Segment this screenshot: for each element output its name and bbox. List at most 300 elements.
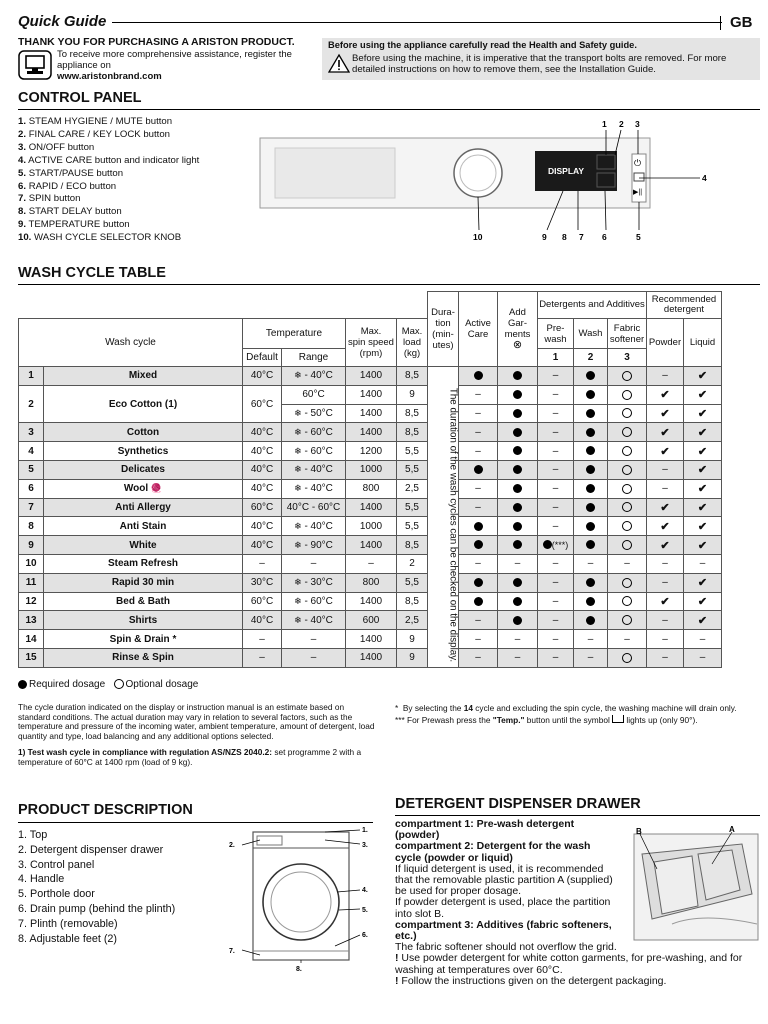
required-dosage-icon bbox=[474, 465, 483, 474]
table-row bbox=[19, 536, 722, 555]
powder bbox=[647, 404, 684, 423]
powder: – bbox=[647, 367, 684, 386]
wash bbox=[574, 460, 608, 479]
temp-range: ❄ - 60°C bbox=[282, 423, 346, 442]
cycle-name: Eco Cotton (1) bbox=[44, 385, 243, 423]
wash bbox=[574, 592, 608, 611]
drawer-label-b: B bbox=[636, 827, 642, 836]
checkmark-icon: ✔ bbox=[660, 539, 670, 552]
temp-range: ❄ - 40°C bbox=[282, 460, 346, 479]
control-panel-diagram bbox=[255, 118, 760, 248]
callout-9: 9 bbox=[542, 232, 547, 242]
optional-dosage-icon bbox=[622, 465, 632, 475]
machine-callout-6: 6. bbox=[362, 932, 368, 939]
wash: – bbox=[574, 648, 608, 667]
cycle-name: Shirts bbox=[44, 611, 243, 630]
default-temp: – bbox=[243, 554, 282, 573]
product-item: 6. Drain pump (behind the plinth) bbox=[18, 902, 176, 915]
th-default: Default bbox=[243, 349, 282, 367]
header-divider-tick bbox=[720, 16, 721, 30]
control-panel-list bbox=[18, 116, 199, 245]
max-spin: 1400 bbox=[346, 423, 397, 442]
th-compartment-1: 1 bbox=[538, 349, 574, 367]
softener bbox=[608, 536, 647, 555]
wash-table-title: WASH CYCLE TABLE bbox=[18, 265, 166, 281]
add-garments bbox=[498, 404, 538, 423]
th-liquid: Liquid bbox=[684, 319, 722, 367]
product-title: PRODUCT DESCRIPTION bbox=[18, 802, 193, 818]
wash bbox=[574, 404, 608, 423]
required-dosage-icon bbox=[513, 390, 522, 399]
th-detergents-additives: Detergents and Additives bbox=[538, 292, 647, 319]
max-load: 2,5 bbox=[397, 611, 428, 630]
required-dosage-icon bbox=[586, 597, 595, 606]
cycle-number: 4 bbox=[19, 442, 44, 461]
prewash: – bbox=[538, 592, 574, 611]
temp-range: ❄ - 90°C bbox=[282, 536, 346, 555]
table-row bbox=[19, 592, 722, 611]
th-max-load: Max. load (kg) bbox=[397, 319, 428, 367]
th-duration: Dura- tion (min- utes) bbox=[428, 292, 459, 367]
machine-callout-3: 3. bbox=[362, 842, 368, 849]
optional-dosage-icon bbox=[622, 502, 632, 512]
product-item: 8. Adjustable feet (2) bbox=[18, 932, 118, 945]
checkmark-icon: ✔ bbox=[660, 426, 670, 439]
default-temp: 40°C bbox=[243, 367, 282, 386]
max-spin: 800 bbox=[346, 479, 397, 498]
prewash: – bbox=[538, 404, 574, 423]
max-load: 8,5 bbox=[397, 423, 428, 442]
softener bbox=[608, 460, 647, 479]
prewash: – bbox=[538, 517, 574, 536]
cycle-number: 15 bbox=[19, 648, 44, 667]
max-load: 9 bbox=[397, 648, 428, 667]
powder: – bbox=[647, 573, 684, 592]
cycle-name: Synthetics bbox=[44, 442, 243, 461]
add-garments: – bbox=[498, 554, 538, 573]
drawer-label-a: A bbox=[729, 825, 735, 834]
wash bbox=[574, 517, 608, 536]
wash: – bbox=[574, 554, 608, 573]
cold-wash-icon: ❄ bbox=[294, 577, 302, 588]
max-spin: 1000 bbox=[346, 517, 397, 536]
checkmark-icon: ✔ bbox=[697, 539, 708, 552]
softener bbox=[608, 442, 647, 461]
detergent-drawer-diagram bbox=[632, 824, 762, 942]
register-text bbox=[57, 49, 307, 82]
table-row bbox=[19, 517, 722, 536]
required-dosage-icon bbox=[586, 522, 595, 531]
cp-item-9: 9. TEMPERATURE button bbox=[18, 219, 130, 231]
max-load: 5,5 bbox=[397, 442, 428, 461]
cold-wash-icon: ❄ bbox=[294, 520, 302, 531]
test-note: 1) Test wash cycle in compliance with regulation AS/NZS 2040.2: set programme 2 with a temperature of 60°C at 1400 rpm (load of 9 kg). bbox=[18, 747, 362, 767]
cycle-name: Anti Stain bbox=[44, 517, 243, 536]
active-care: – bbox=[459, 479, 498, 498]
table-row bbox=[19, 611, 722, 630]
default-temp: 40°C bbox=[243, 460, 282, 479]
optional-dosage-icon bbox=[622, 408, 632, 418]
footnotes bbox=[395, 703, 765, 727]
max-spin: 1400 bbox=[346, 404, 397, 423]
prewash: – bbox=[538, 573, 574, 592]
wash bbox=[574, 536, 608, 555]
add-garments bbox=[498, 423, 538, 442]
required-dosage-icon bbox=[513, 484, 522, 493]
warning-exclaim-icon: ! bbox=[395, 974, 399, 987]
prewash: – bbox=[538, 442, 574, 461]
max-load: 9 bbox=[397, 630, 428, 649]
prewash: – bbox=[538, 611, 574, 630]
default-temp: 60°C bbox=[243, 498, 282, 517]
temp-range: – bbox=[282, 630, 346, 649]
th-range: Range bbox=[282, 349, 346, 367]
liquid bbox=[684, 367, 722, 386]
optional-dosage-icon bbox=[622, 390, 632, 400]
liquid bbox=[684, 385, 722, 404]
checkmark-icon: ✔ bbox=[697, 445, 708, 458]
liquid bbox=[684, 404, 722, 423]
callout-4: 4 bbox=[702, 173, 707, 183]
language-code: GB bbox=[730, 14, 753, 31]
liquid bbox=[684, 498, 722, 517]
max-load: 8,5 bbox=[397, 536, 428, 555]
optional-dosage-icon bbox=[622, 446, 632, 456]
table-row bbox=[19, 385, 722, 404]
checkmark-icon: ✔ bbox=[697, 595, 708, 608]
checkmark-icon: ✔ bbox=[697, 389, 708, 402]
machine-callout-4: 4. bbox=[362, 887, 368, 894]
optional-dosage-icon bbox=[622, 371, 632, 381]
required-dosage-icon bbox=[18, 680, 27, 689]
temp-range: ❄ - 30°C bbox=[282, 573, 346, 592]
prewash-symbol-icon bbox=[612, 715, 624, 723]
callout-1: 1 bbox=[602, 119, 607, 129]
liquid: – bbox=[684, 554, 722, 573]
powder: – bbox=[647, 479, 684, 498]
cycle-number: 3 bbox=[19, 423, 44, 442]
product-item: 1. Top bbox=[18, 829, 48, 841]
softener bbox=[608, 592, 647, 611]
powder bbox=[647, 442, 684, 461]
cycle-name: Rinse & Spin bbox=[44, 648, 243, 667]
optional-dosage-icon bbox=[114, 679, 124, 689]
active-care: – bbox=[459, 630, 498, 649]
active-care: – bbox=[459, 554, 498, 573]
safety-title: Before using the appliance carefully read the Health and Safety guide. bbox=[328, 40, 637, 50]
callout-5: 5 bbox=[636, 232, 641, 242]
softener bbox=[608, 367, 647, 386]
powder: – bbox=[647, 611, 684, 630]
temp-range: ❄ - 40°C bbox=[282, 367, 346, 386]
softener bbox=[608, 573, 647, 592]
wash bbox=[574, 611, 608, 630]
optional-dosage-icon bbox=[622, 521, 632, 531]
cycle-name: Wool 🧶 bbox=[44, 479, 243, 498]
safety-text: Before using the machine, it is imperative that the transport bolts are removed. For more detailed instructions on how to remove them, see the Installation Guide. bbox=[352, 53, 727, 75]
required-dosage-icon bbox=[586, 540, 595, 549]
powder bbox=[647, 498, 684, 517]
liquid: – bbox=[684, 630, 722, 649]
washing-machine-diagram bbox=[225, 820, 375, 975]
wash bbox=[574, 498, 608, 517]
checkmark-icon: ✔ bbox=[697, 520, 708, 533]
max-load: 9 bbox=[397, 385, 428, 404]
optional-dosage-icon bbox=[622, 578, 632, 588]
required-dosage-icon bbox=[586, 446, 595, 455]
cycle-name: Spin & Drain * bbox=[44, 630, 243, 649]
callout-10: 10 bbox=[473, 232, 483, 242]
cycle-number: 14 bbox=[19, 630, 44, 649]
powder bbox=[647, 536, 684, 555]
optional-dosage-icon bbox=[622, 653, 632, 663]
required-dosage-icon bbox=[586, 578, 595, 587]
th-add-garments: Add Gar- ments ⊗ bbox=[498, 292, 538, 367]
cold-wash-icon: ❄ bbox=[294, 464, 302, 475]
softener bbox=[608, 517, 647, 536]
add-garments bbox=[498, 517, 538, 536]
add-garments bbox=[498, 385, 538, 404]
cold-wash-icon: ❄ bbox=[294, 614, 302, 625]
max-load: 5,5 bbox=[397, 460, 428, 479]
required-dosage-icon bbox=[586, 465, 595, 474]
cycle-name: White bbox=[44, 536, 243, 555]
optional-dosage-icon bbox=[622, 615, 632, 625]
softener bbox=[608, 648, 647, 667]
liquid bbox=[684, 442, 722, 461]
required-dosage-icon bbox=[474, 371, 483, 380]
cp-item-10: 10. WASH CYCLE SELECTOR KNOB bbox=[18, 232, 182, 244]
powder bbox=[647, 385, 684, 404]
cold-wash-icon: ❄ bbox=[294, 370, 302, 381]
add-garments bbox=[498, 498, 538, 517]
checkmark-icon: ✔ bbox=[697, 370, 708, 383]
max-spin: 1400 bbox=[346, 385, 397, 404]
temp-range: 40°C - 60°C bbox=[282, 498, 346, 517]
product-item: 7. Plinth (removable) bbox=[18, 917, 118, 930]
table-row bbox=[19, 554, 722, 573]
powder bbox=[647, 592, 684, 611]
required-dosage-icon bbox=[513, 371, 522, 380]
machine-callout-2: 2. bbox=[229, 842, 235, 849]
required-dosage-icon bbox=[513, 465, 522, 474]
computer-icon bbox=[18, 50, 52, 80]
optional-dosage-icon bbox=[622, 427, 632, 437]
cp-item-2: 2. FINAL CARE / KEY LOCK button bbox=[18, 128, 170, 140]
footnote-star: * By selecting the 14 cycle and excluding the spin cycle, the washing machine will drain only. bbox=[395, 703, 737, 713]
add-garments bbox=[498, 573, 538, 592]
active-care: – bbox=[459, 442, 498, 461]
required-dosage-icon bbox=[586, 503, 595, 512]
powder: – bbox=[647, 554, 684, 573]
wash bbox=[574, 573, 608, 592]
max-spin: 1400 bbox=[346, 592, 397, 611]
powder: – bbox=[647, 460, 684, 479]
required-dosage-icon bbox=[513, 597, 522, 606]
prewash: – bbox=[538, 460, 574, 479]
checkmark-icon: ✔ bbox=[660, 520, 670, 533]
cp-item-1: 1. STEAM HYGIENE / MUTE button bbox=[18, 116, 173, 127]
required-dosage-icon bbox=[513, 409, 522, 418]
liquid: – bbox=[684, 648, 722, 667]
wash bbox=[574, 423, 608, 442]
prewash: (***) bbox=[538, 536, 574, 555]
required-dosage-icon bbox=[474, 540, 483, 549]
cycle-number: 2 bbox=[19, 385, 44, 423]
cold-wash-icon: ❄ bbox=[294, 483, 302, 494]
wash bbox=[574, 442, 608, 461]
add-garments: – bbox=[498, 648, 538, 667]
max-load: 8,5 bbox=[397, 404, 428, 423]
temp-range: ❄ - 40°C bbox=[282, 611, 346, 630]
required-dosage-icon bbox=[513, 522, 522, 531]
drawer-text: compartment 1: Pre-wash detergent (powder) compartment 2: Detergent for the wash cycle (powder or liquid) If liquid detergent is used, it is recommended that the removable plastic partition A (supplied) be used for proper dosage. If powder detergent is used, place the partition into slot B. compartment 3: Additives (fabric softeners, etc.) The fabric softener should not overflow the grid. ! Use powder detergent for white cotton garments, for pre-washing, and for washing at temperatures over 60°C. ! Follow the instructions given on the detergent packaging. bbox=[395, 818, 743, 987]
cycle-name: Mixed bbox=[44, 367, 243, 386]
required-dosage-icon bbox=[586, 371, 595, 380]
wool-icon: 🧶 bbox=[150, 483, 163, 494]
max-load: 5,5 bbox=[397, 517, 428, 536]
checkmark-icon: ✔ bbox=[697, 407, 708, 420]
cp-item-7: 7. SPIN button bbox=[18, 193, 81, 205]
max-load: 8,5 bbox=[397, 592, 428, 611]
softener bbox=[608, 479, 647, 498]
dosage-legend: Required dosage Optional dosage bbox=[18, 679, 198, 690]
th-wash-cycle: Wash cycle bbox=[19, 319, 243, 367]
th-powder: Powder bbox=[647, 319, 684, 367]
checkmark-icon: ✔ bbox=[660, 445, 670, 458]
cycle-number: 5 bbox=[19, 460, 44, 479]
prewash: – bbox=[538, 498, 574, 517]
default-temp: 60°C bbox=[243, 385, 282, 423]
cp-item-4: 4. ACTIVE CARE button and indicator light bbox=[18, 154, 200, 166]
active-care: – bbox=[459, 648, 498, 667]
default-temp: 40°C bbox=[243, 611, 282, 630]
prewash: – bbox=[538, 423, 574, 442]
softener bbox=[608, 404, 647, 423]
max-load: 2 bbox=[397, 554, 428, 573]
default-temp: 30°C bbox=[243, 573, 282, 592]
required-dosage-icon bbox=[586, 616, 595, 625]
required-dosage-icon bbox=[474, 522, 483, 531]
duration-note: The cycle duration indicated on the display or instruction manual is an estimate based on standard conditions. The actual duration may vary in relation to several factors, such as the temperature and pressure of the incoming water, ambient temperature, amount of detergent, load quantity and type, load balancing and any additional options selected. bbox=[18, 702, 375, 741]
th-recommended: Recommended detergent bbox=[647, 292, 722, 319]
register-line-1: To receive more comprehensive assistance, register the bbox=[57, 49, 292, 60]
add-garments bbox=[498, 367, 538, 386]
th-compartment-2: 2 bbox=[574, 349, 608, 367]
default-temp: 40°C bbox=[243, 536, 282, 555]
softener bbox=[608, 498, 647, 517]
warning-triangle-icon bbox=[328, 53, 350, 73]
softener: – bbox=[608, 554, 647, 573]
cold-wash-icon: ❄ bbox=[294, 426, 302, 437]
max-load: 2,5 bbox=[397, 479, 428, 498]
cycle-number: 9 bbox=[19, 536, 44, 555]
svg-text:⏻: ⏻ bbox=[634, 158, 642, 168]
active-care: – bbox=[459, 498, 498, 517]
liquid bbox=[684, 460, 722, 479]
softener bbox=[608, 423, 647, 442]
max-spin: 1400 bbox=[346, 630, 397, 649]
page-title: Quick Guide bbox=[18, 13, 107, 30]
header-divider bbox=[112, 22, 722, 23]
wash bbox=[574, 479, 608, 498]
required-dosage-icon bbox=[474, 578, 483, 587]
temp-range: – bbox=[282, 554, 346, 573]
prewash: – bbox=[538, 367, 574, 386]
temp-range: 60°C bbox=[282, 385, 346, 404]
required-dosage-icon bbox=[586, 484, 595, 493]
max-spin: 1000 bbox=[346, 460, 397, 479]
wash-table-underline bbox=[18, 284, 760, 285]
th-active-care: Active Care bbox=[459, 292, 498, 367]
wash bbox=[574, 385, 608, 404]
table-row bbox=[19, 648, 722, 667]
checkmark-icon: ✔ bbox=[660, 407, 670, 420]
checkmark-icon: ✔ bbox=[660, 501, 670, 514]
active-care: – bbox=[459, 423, 498, 442]
machine-callout-8: 8. bbox=[296, 966, 302, 973]
temp-range: ❄ - 60°C bbox=[282, 592, 346, 611]
required-dosage-icon bbox=[513, 446, 522, 455]
checkmark-icon: ✔ bbox=[697, 426, 708, 439]
footnote-triple-star: *** For Prewash press the "Temp." button until the symbol lights up (only 90°). bbox=[395, 714, 698, 725]
cycle-number: 13 bbox=[19, 611, 44, 630]
max-spin: 1200 bbox=[346, 442, 397, 461]
add-garments bbox=[498, 442, 538, 461]
prewash: – bbox=[538, 630, 574, 649]
default-temp: 40°C bbox=[243, 442, 282, 461]
max-spin: – bbox=[346, 554, 397, 573]
checkmark-icon: ✔ bbox=[697, 501, 708, 514]
add-garments bbox=[498, 460, 538, 479]
prewash: – bbox=[538, 479, 574, 498]
table-row bbox=[19, 423, 722, 442]
active-care: – bbox=[459, 404, 498, 423]
liquid bbox=[684, 611, 722, 630]
powder bbox=[647, 517, 684, 536]
default-temp: 40°C bbox=[243, 423, 282, 442]
control-panel-underline bbox=[18, 109, 760, 110]
temp-range: ❄ - 40°C bbox=[282, 479, 346, 498]
website-link[interactable]: www.aristonbrand.com bbox=[57, 71, 162, 82]
required-dosage-icon bbox=[586, 428, 595, 437]
cycle-number: 10 bbox=[19, 554, 44, 573]
th-compartment-3: 3 bbox=[608, 349, 647, 367]
liquid bbox=[684, 536, 722, 555]
checkmark-icon: ✔ bbox=[660, 389, 670, 402]
checkmark-icon: ✔ bbox=[697, 577, 708, 590]
callout-3: 3 bbox=[635, 119, 640, 129]
product-item: 3. Control panel bbox=[18, 858, 95, 871]
thanks-heading: THANK YOU FOR PURCHASING A ARISTON PRODUCT. bbox=[18, 36, 295, 48]
required-dosage-icon bbox=[513, 578, 522, 587]
add-garments: – bbox=[498, 630, 538, 649]
powder bbox=[647, 423, 684, 442]
cycle-number: 8 bbox=[19, 517, 44, 536]
drawer-underline bbox=[395, 815, 760, 816]
liquid bbox=[684, 573, 722, 592]
cp-item-5: 5. START/PAUSE button bbox=[18, 167, 124, 179]
temp-range: ❄ - 60°C bbox=[282, 442, 346, 461]
register-line-2: appliance on bbox=[57, 60, 111, 71]
control-panel-title: CONTROL PANEL bbox=[18, 90, 142, 106]
cycle-name: Bed & Bath bbox=[44, 592, 243, 611]
temp-range: ❄ - 40°C bbox=[282, 517, 346, 536]
required-dosage-icon bbox=[513, 540, 522, 549]
powder: – bbox=[647, 630, 684, 649]
cycle-number: 7 bbox=[19, 498, 44, 517]
add-garments bbox=[498, 592, 538, 611]
